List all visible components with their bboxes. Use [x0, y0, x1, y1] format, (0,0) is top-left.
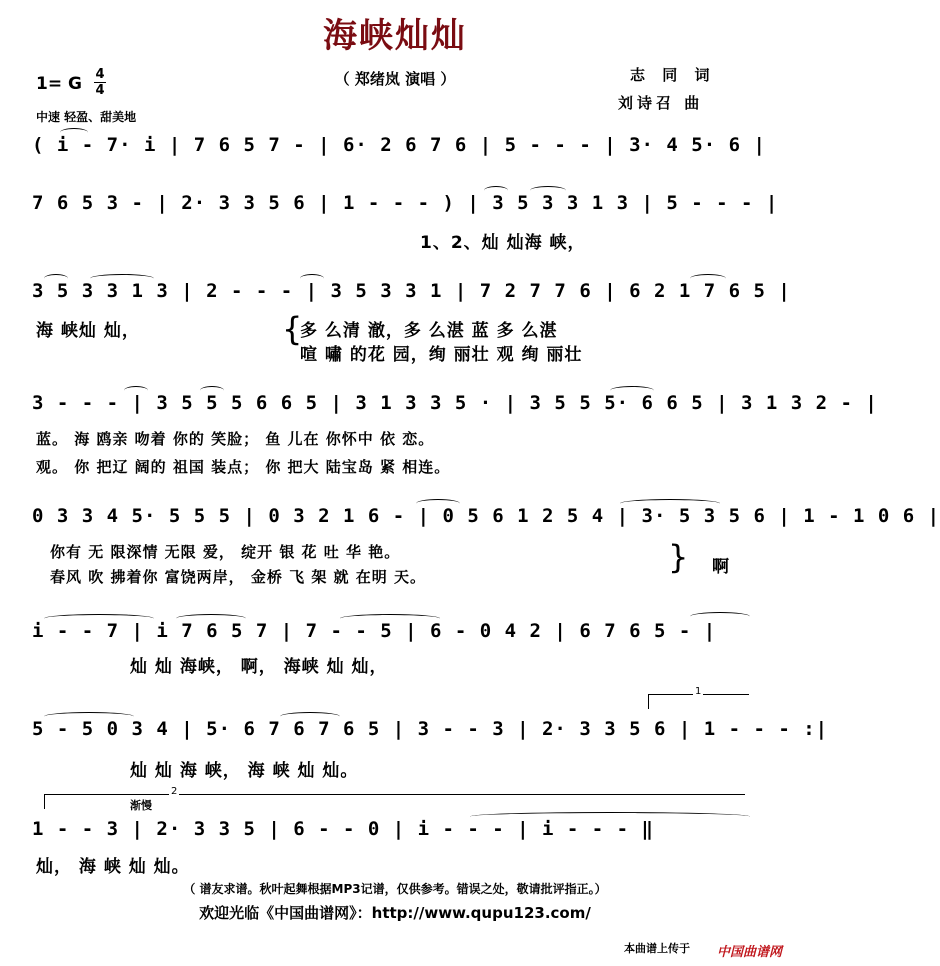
lyric-row-5-verse-1: 你有 无 限深情 无限 爱， 绽开 银 花 吐 华 艳。: [50, 543, 401, 561]
notation-row-2: 7 6 5 3 - | 2· 3 3 5 6 | 1 - - - ) | 3 5 3 3 1 3 | 5 - - - |: [32, 192, 779, 214]
key-signature: 1= G: [36, 74, 82, 94]
notation-row-7: 5 - 5 0 3 4 | 5· 6 7 6 7 6 5 | 3 - - 3 | 2· 3 3 5 6 | 1 - - - :|: [32, 718, 829, 740]
first-ending-bracket: [648, 686, 749, 709]
lyric-row-6: 灿 灿 海峡， 啊， 海峡 灿 灿，: [130, 657, 388, 677]
slur-mark: [620, 499, 720, 508]
slur-mark: [610, 386, 654, 395]
singer-credit: （ 郑绪岚 演唱 ）: [334, 70, 456, 88]
slur-mark: [200, 386, 224, 395]
lyric-row-7: 灿 灿 海 峡， 海 峡 灿 灿。: [130, 761, 359, 781]
notation-row-6: i - - 7 | i 7 6 5 7 | 7 - - 5 | 6 - 0 4 2 | 6 7 6 5 - |: [32, 620, 717, 642]
time-signature: [94, 68, 106, 97]
slur-mark: [300, 274, 324, 283]
slur-mark: [530, 186, 566, 195]
slur-mark: [124, 386, 148, 395]
lyric-row-8: 灿， 海 峡 灿 灿。: [36, 857, 190, 877]
slur-mark: [280, 712, 340, 721]
slur-mark: [690, 612, 750, 621]
lyric-row-3-verse-1: 多 么清 澈，多 么湛 蓝 多 么湛: [300, 321, 558, 341]
notation-row-1: ( i - 7· i | 7 6 5 7 - | 6· 2 6 7 6 | 5 - - - | 3· 4 5· 6 |: [32, 134, 766, 156]
song-title: 海峡灿灿: [323, 16, 467, 56]
lyric-row-2: 1、2、灿 灿海 峡，: [420, 233, 586, 253]
slur-mark: [340, 614, 440, 623]
welcome-banner: 欢迎光临《中国曲谱网》：http://www.qupu123.com/: [199, 904, 591, 922]
lyric-row-3: 海 峡灿 灿，: [36, 321, 140, 341]
notation-row-3: 3 5 3 3 1 3 | 2 - - - | 3 5 3 3 1 | 7 2 7 7 6 | 6 2 1 7 6 5 |: [32, 280, 791, 302]
upload-note: 本曲谱上传于: [624, 942, 690, 955]
lyric-row-4-verse-2: 观。 你 把辽 阔的 祖国 装点； 你 把大 陆宝岛 紧 相连。: [36, 458, 451, 476]
slur-mark: [416, 499, 460, 508]
time-signature-top: 4: [95, 67, 105, 82]
slur-mark: [176, 614, 246, 623]
notation-row-4: 3 - - - | 3 5 5 5 6 6 5 | 3 1 3 3 5 · | 3 5 5 5· 6 6 5 | 3 1 3 2 - |: [32, 392, 878, 414]
lyric-row-5-verse-2: 春风 吹 拂着你 富饶两岸， 金桥 飞 架 就 在明 天。: [50, 568, 427, 586]
site-logo: 中国曲谱网: [716, 945, 782, 960]
slur-mark: [90, 274, 154, 283]
first-ending-number: 1: [695, 686, 702, 697]
slur-mark: [44, 614, 154, 623]
ritardando-marking: 渐慢: [130, 799, 152, 812]
slur-mark: [44, 274, 68, 283]
second-ending-number: 2: [171, 786, 178, 797]
slur-mark: [44, 712, 134, 721]
time-signature-bottom: 4: [95, 83, 105, 98]
slur-mark: [690, 274, 726, 283]
notation-row-8: 1 - - 3 | 2· 3 3 5 | 6 - - 0 | i - - - | i - - - ‖: [32, 818, 654, 840]
slur-mark: [484, 186, 508, 195]
lyric-aside: 啊: [712, 557, 730, 577]
verse-brace: {: [282, 310, 303, 348]
composer-credit: 刘诗召 曲: [618, 94, 704, 112]
slur-mark: [60, 128, 88, 137]
footnote: （ 谱友求谱。秋叶起舞根据MP3记谱，仅供参考。错误之处，敬请批评指正。）: [183, 882, 607, 896]
slur-mark: [470, 812, 750, 821]
tempo-marking: 中速 轻盈、甜美地: [36, 110, 137, 124]
lyric-row-4-verse-1: 蓝。 海 鸥亲 吻着 你的 笑脸； 鱼 儿在 你怀中 依 恋。: [36, 430, 435, 448]
lyricist-credit: 志 同 词: [630, 66, 716, 84]
notation-row-5: 0 3 3 4 5· 5 5 5 | 0 3 2 1 6 - | 0 5 6 1 2 5 4 | 3· 5 3 5 6 | 1 - 1 0 6 |: [32, 505, 940, 527]
verse-closing-brace: }: [668, 538, 689, 576]
lyric-row-3-verse-2: 喧 嘯 的花 园，绚 丽壮 观 绚 丽壮: [300, 345, 583, 365]
